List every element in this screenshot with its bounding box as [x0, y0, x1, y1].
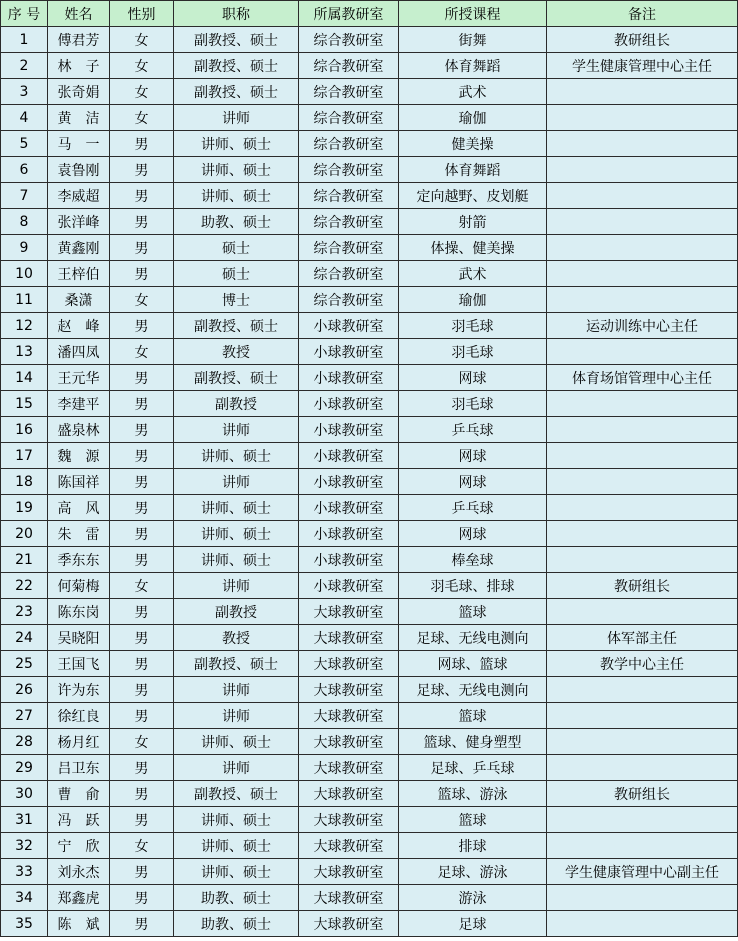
- cell-index: 27: [1, 703, 48, 729]
- cell-department: 大球教研室: [299, 859, 399, 885]
- cell-department: 小球教研室: [299, 313, 399, 339]
- table-row: [1, 443, 738, 469]
- header-remarks: 备注: [547, 1, 738, 27]
- cell-courses: 体育舞蹈: [399, 53, 547, 79]
- cell-courses: 网球、篮球: [399, 651, 547, 677]
- cell-courses: 足球、乒乓球: [399, 755, 547, 781]
- cell-courses: 羽毛球、排球: [399, 573, 547, 599]
- cell-department: 综合教研室: [299, 209, 399, 235]
- table-row: [1, 599, 738, 625]
- cell-courses: 体育舞蹈: [399, 157, 547, 183]
- cell-department: 综合教研室: [299, 235, 399, 261]
- cell-index: 5: [1, 131, 48, 157]
- cell-index: 24: [1, 625, 48, 651]
- cell-gender: 男: [110, 417, 174, 443]
- cell-courses: 网球: [399, 521, 547, 547]
- table-row: [1, 677, 738, 703]
- header-name: 姓名: [48, 1, 110, 27]
- cell-remarks: [547, 703, 738, 729]
- cell-index: 35: [1, 911, 48, 937]
- cell-gender: 男: [110, 677, 174, 703]
- table-row: [1, 469, 738, 495]
- cell-courses: 体操、健美操: [399, 235, 547, 261]
- cell-title: 副教授、硕士: [174, 27, 299, 53]
- table-row: [1, 105, 738, 131]
- cell-remarks: [547, 755, 738, 781]
- table-row: [1, 209, 738, 235]
- cell-department: 大球教研室: [299, 729, 399, 755]
- cell-name: 李建平: [48, 391, 110, 417]
- table-row: [1, 729, 738, 755]
- cell-name: 刘永杰: [48, 859, 110, 885]
- cell-department: 大球教研室: [299, 755, 399, 781]
- table-row: [1, 859, 738, 885]
- cell-department: 大球教研室: [299, 625, 399, 651]
- cell-index: 3: [1, 79, 48, 105]
- cell-courses: 篮球: [399, 703, 547, 729]
- cell-name: 林 子: [48, 53, 110, 79]
- cell-name: 许为东: [48, 677, 110, 703]
- cell-name: 吕卫东: [48, 755, 110, 781]
- table-row: [1, 287, 738, 313]
- cell-remarks: [547, 287, 738, 313]
- cell-courses: 排球: [399, 833, 547, 859]
- cell-remarks: [547, 807, 738, 833]
- cell-courses: 足球、游泳: [399, 859, 547, 885]
- cell-courses: 足球: [399, 911, 547, 937]
- cell-gender: 男: [110, 209, 174, 235]
- cell-department: 大球教研室: [299, 807, 399, 833]
- table-row: [1, 885, 738, 911]
- cell-department: 大球教研室: [299, 599, 399, 625]
- cell-index: 25: [1, 651, 48, 677]
- cell-department: 小球教研室: [299, 365, 399, 391]
- cell-title: 讲师: [174, 677, 299, 703]
- cell-courses: 健美操: [399, 131, 547, 157]
- cell-name: 朱 雷: [48, 521, 110, 547]
- table-row: [1, 625, 738, 651]
- cell-gender: 男: [110, 391, 174, 417]
- cell-index: 8: [1, 209, 48, 235]
- cell-courses: 篮球、健身塑型: [399, 729, 547, 755]
- cell-title: 讲师: [174, 703, 299, 729]
- cell-title: 讲师: [174, 417, 299, 443]
- cell-remarks: 教研组长: [547, 573, 738, 599]
- cell-title: 讲师、硕士: [174, 443, 299, 469]
- cell-courses: 羽毛球: [399, 313, 547, 339]
- cell-name: 黄 洁: [48, 105, 110, 131]
- cell-index: 7: [1, 183, 48, 209]
- cell-gender: 男: [110, 495, 174, 521]
- table-row: [1, 365, 738, 391]
- cell-remarks: [547, 599, 738, 625]
- cell-gender: 男: [110, 703, 174, 729]
- cell-department: 大球教研室: [299, 781, 399, 807]
- cell-index: 26: [1, 677, 48, 703]
- cell-title: 副教授、硕士: [174, 781, 299, 807]
- table-header-row: [1, 1, 738, 27]
- cell-name: 宁 欣: [48, 833, 110, 859]
- cell-remarks: [547, 391, 738, 417]
- cell-gender: 女: [110, 53, 174, 79]
- cell-index: 20: [1, 521, 48, 547]
- cell-department: 综合教研室: [299, 79, 399, 105]
- table-row: [1, 261, 738, 287]
- cell-gender: 女: [110, 287, 174, 313]
- cell-courses: 瑜伽: [399, 105, 547, 131]
- cell-name: 郑鑫虎: [48, 885, 110, 911]
- cell-title: 讲师、硕士: [174, 495, 299, 521]
- cell-title: 助教、硕士: [174, 911, 299, 937]
- cell-department: 小球教研室: [299, 339, 399, 365]
- cell-title: 副教授: [174, 599, 299, 625]
- cell-name: 王国飞: [48, 651, 110, 677]
- cell-courses: 武术: [399, 261, 547, 287]
- cell-name: 马 一: [48, 131, 110, 157]
- cell-gender: 男: [110, 365, 174, 391]
- cell-index: 13: [1, 339, 48, 365]
- cell-index: 30: [1, 781, 48, 807]
- cell-gender: 男: [110, 235, 174, 261]
- cell-remarks: [547, 209, 738, 235]
- cell-index: 34: [1, 885, 48, 911]
- cell-title: 讲师、硕士: [174, 807, 299, 833]
- cell-name: 陈国祥: [48, 469, 110, 495]
- cell-index: 6: [1, 157, 48, 183]
- cell-title: 博士: [174, 287, 299, 313]
- cell-name: 杨月红: [48, 729, 110, 755]
- cell-gender: 男: [110, 885, 174, 911]
- table-body: [1, 27, 738, 937]
- cell-name: 袁鲁刚: [48, 157, 110, 183]
- cell-department: 小球教研室: [299, 573, 399, 599]
- table-row: [1, 235, 738, 261]
- cell-index: 31: [1, 807, 48, 833]
- cell-gender: 男: [110, 547, 174, 573]
- cell-title: 副教授: [174, 391, 299, 417]
- table-row: [1, 833, 738, 859]
- cell-department: 大球教研室: [299, 651, 399, 677]
- cell-title: 副教授、硕士: [174, 313, 299, 339]
- table-row: [1, 313, 738, 339]
- cell-index: 17: [1, 443, 48, 469]
- table-row: [1, 53, 738, 79]
- table-row: [1, 703, 738, 729]
- cell-title: 讲师、硕士: [174, 729, 299, 755]
- cell-title: 讲师、硕士: [174, 157, 299, 183]
- cell-department: 小球教研室: [299, 417, 399, 443]
- cell-department: 大球教研室: [299, 833, 399, 859]
- cell-gender: 男: [110, 183, 174, 209]
- cell-index: 4: [1, 105, 48, 131]
- table-row: [1, 339, 738, 365]
- cell-name: 傅君芳: [48, 27, 110, 53]
- cell-gender: 男: [110, 651, 174, 677]
- cell-name: 高 风: [48, 495, 110, 521]
- cell-department: 综合教研室: [299, 287, 399, 313]
- cell-courses: 篮球: [399, 807, 547, 833]
- cell-remarks: 教研组长: [547, 781, 738, 807]
- cell-title: 硕士: [174, 261, 299, 287]
- table-row: [1, 573, 738, 599]
- cell-title: 讲师: [174, 105, 299, 131]
- cell-courses: 羽毛球: [399, 339, 547, 365]
- cell-gender: 男: [110, 313, 174, 339]
- cell-title: 助教、硕士: [174, 885, 299, 911]
- cell-title: 教授: [174, 625, 299, 651]
- cell-remarks: [547, 131, 738, 157]
- table-row: [1, 391, 738, 417]
- cell-courses: 棒垒球: [399, 547, 547, 573]
- cell-index: 29: [1, 755, 48, 781]
- table-row: [1, 807, 738, 833]
- cell-remarks: 体军部主任: [547, 625, 738, 651]
- cell-department: 综合教研室: [299, 53, 399, 79]
- cell-title: 讲师、硕士: [174, 183, 299, 209]
- cell-gender: 女: [110, 339, 174, 365]
- cell-remarks: [547, 885, 738, 911]
- header-title: 职称: [174, 1, 299, 27]
- cell-name: 赵 峰: [48, 313, 110, 339]
- cell-index: 10: [1, 261, 48, 287]
- cell-index: 33: [1, 859, 48, 885]
- cell-name: 冯 跃: [48, 807, 110, 833]
- cell-remarks: [547, 521, 738, 547]
- cell-department: 综合教研室: [299, 261, 399, 287]
- cell-remarks: 教研组长: [547, 27, 738, 53]
- cell-remarks: [547, 729, 738, 755]
- table-row: [1, 495, 738, 521]
- cell-remarks: [547, 911, 738, 937]
- cell-index: 2: [1, 53, 48, 79]
- cell-remarks: [547, 235, 738, 261]
- table-row: [1, 755, 738, 781]
- cell-remarks: 学生健康管理中心副主任: [547, 859, 738, 885]
- cell-gender: 女: [110, 833, 174, 859]
- table-row: [1, 547, 738, 573]
- cell-remarks: 体育场馆管理中心主任: [547, 365, 738, 391]
- cell-name: 张洋峰: [48, 209, 110, 235]
- cell-courses: 网球: [399, 365, 547, 391]
- cell-department: 小球教研室: [299, 469, 399, 495]
- cell-index: 12: [1, 313, 48, 339]
- cell-remarks: [547, 833, 738, 859]
- cell-title: 讲师、硕士: [174, 521, 299, 547]
- cell-remarks: 学生健康管理中心主任: [547, 53, 738, 79]
- cell-remarks: [547, 495, 738, 521]
- cell-remarks: [547, 547, 738, 573]
- cell-title: 讲师、硕士: [174, 131, 299, 157]
- cell-gender: 女: [110, 27, 174, 53]
- cell-gender: 男: [110, 625, 174, 651]
- cell-remarks: 运动训练中心主任: [547, 313, 738, 339]
- cell-index: 11: [1, 287, 48, 313]
- cell-department: 综合教研室: [299, 27, 399, 53]
- cell-index: 9: [1, 235, 48, 261]
- cell-index: 28: [1, 729, 48, 755]
- cell-index: 32: [1, 833, 48, 859]
- cell-department: 大球教研室: [299, 703, 399, 729]
- cell-index: 14: [1, 365, 48, 391]
- cell-courses: 足球、无线电测向: [399, 625, 547, 651]
- cell-name: 曹 俞: [48, 781, 110, 807]
- cell-name: 王元华: [48, 365, 110, 391]
- cell-index: 15: [1, 391, 48, 417]
- table-row: [1, 651, 738, 677]
- cell-gender: 女: [110, 79, 174, 105]
- table-row: [1, 27, 738, 53]
- cell-title: 副教授、硕士: [174, 365, 299, 391]
- cell-courses: 网球: [399, 443, 547, 469]
- cell-name: 吴晓阳: [48, 625, 110, 651]
- cell-remarks: 教学中心主任: [547, 651, 738, 677]
- cell-name: 魏 源: [48, 443, 110, 469]
- cell-name: 陈东岗: [48, 599, 110, 625]
- cell-name: 徐红良: [48, 703, 110, 729]
- cell-index: 16: [1, 417, 48, 443]
- cell-title: 副教授、硕士: [174, 79, 299, 105]
- cell-gender: 男: [110, 443, 174, 469]
- cell-department: 综合教研室: [299, 157, 399, 183]
- cell-courses: 射箭: [399, 209, 547, 235]
- cell-index: 22: [1, 573, 48, 599]
- cell-title: 硕士: [174, 235, 299, 261]
- cell-department: 大球教研室: [299, 885, 399, 911]
- cell-gender: 男: [110, 521, 174, 547]
- cell-title: 助教、硕士: [174, 209, 299, 235]
- cell-gender: 女: [110, 729, 174, 755]
- cell-name: 何菊梅: [48, 573, 110, 599]
- cell-gender: 男: [110, 157, 174, 183]
- table-row: [1, 157, 738, 183]
- cell-title: 副教授、硕士: [174, 53, 299, 79]
- cell-index: 19: [1, 495, 48, 521]
- table-row: [1, 79, 738, 105]
- cell-remarks: [547, 183, 738, 209]
- table-row: [1, 911, 738, 937]
- cell-gender: 男: [110, 781, 174, 807]
- cell-title: 讲师: [174, 755, 299, 781]
- cell-index: 18: [1, 469, 48, 495]
- cell-department: 小球教研室: [299, 495, 399, 521]
- cell-remarks: [547, 677, 738, 703]
- cell-courses: 乒乓球: [399, 417, 547, 443]
- cell-title: 讲师: [174, 469, 299, 495]
- cell-title: 教授: [174, 339, 299, 365]
- cell-gender: 男: [110, 755, 174, 781]
- cell-gender: 男: [110, 261, 174, 287]
- table-row: [1, 521, 738, 547]
- cell-remarks: [547, 157, 738, 183]
- cell-department: 大球教研室: [299, 911, 399, 937]
- cell-remarks: [547, 443, 738, 469]
- cell-gender: 男: [110, 859, 174, 885]
- cell-index: 23: [1, 599, 48, 625]
- cell-department: 综合教研室: [299, 183, 399, 209]
- cell-department: 小球教研室: [299, 521, 399, 547]
- cell-gender: 女: [110, 105, 174, 131]
- cell-name: 陈 斌: [48, 911, 110, 937]
- cell-name: 桑潇: [48, 287, 110, 313]
- cell-courses: 羽毛球: [399, 391, 547, 417]
- cell-courses: 篮球: [399, 599, 547, 625]
- cell-remarks: [547, 261, 738, 287]
- cell-courses: 网球: [399, 469, 547, 495]
- cell-gender: 男: [110, 131, 174, 157]
- header-department: 所属教研室: [299, 1, 399, 27]
- cell-title: 讲师: [174, 573, 299, 599]
- header-gender: 性别: [110, 1, 174, 27]
- cell-name: 王梓伯: [48, 261, 110, 287]
- cell-title: 讲师、硕士: [174, 859, 299, 885]
- header-index: 序 号: [1, 1, 48, 27]
- cell-name: 季东东: [48, 547, 110, 573]
- cell-department: 小球教研室: [299, 547, 399, 573]
- cell-name: 张奇娟: [48, 79, 110, 105]
- cell-index: 1: [1, 27, 48, 53]
- table-row: [1, 183, 738, 209]
- cell-name: 李威超: [48, 183, 110, 209]
- cell-name: 黄鑫刚: [48, 235, 110, 261]
- cell-courses: 定向越野、皮划艇: [399, 183, 547, 209]
- cell-gender: 男: [110, 469, 174, 495]
- cell-remarks: [547, 79, 738, 105]
- cell-remarks: [547, 105, 738, 131]
- cell-department: 小球教研室: [299, 391, 399, 417]
- cell-courses: 瑜伽: [399, 287, 547, 313]
- cell-title: 副教授、硕士: [174, 651, 299, 677]
- cell-courses: 武术: [399, 79, 547, 105]
- cell-remarks: [547, 417, 738, 443]
- cell-title: 讲师、硕士: [174, 547, 299, 573]
- cell-remarks: [547, 469, 738, 495]
- cell-department: 大球教研室: [299, 677, 399, 703]
- cell-courses: 街舞: [399, 27, 547, 53]
- cell-gender: 男: [110, 807, 174, 833]
- cell-gender: 男: [110, 599, 174, 625]
- cell-title: 讲师、硕士: [174, 833, 299, 859]
- cell-name: 盛泉林: [48, 417, 110, 443]
- cell-name: 潘四凤: [48, 339, 110, 365]
- cell-department: 综合教研室: [299, 105, 399, 131]
- table-row: [1, 417, 738, 443]
- cell-department: 综合教研室: [299, 131, 399, 157]
- cell-department: 小球教研室: [299, 443, 399, 469]
- table-row: [1, 781, 738, 807]
- cell-courses: 游泳: [399, 885, 547, 911]
- cell-courses: 篮球、游泳: [399, 781, 547, 807]
- cell-gender: 男: [110, 911, 174, 937]
- header-courses: 所授课程: [399, 1, 547, 27]
- table-row: [1, 131, 738, 157]
- cell-index: 21: [1, 547, 48, 573]
- cell-courses: 足球、无线电测向: [399, 677, 547, 703]
- cell-gender: 女: [110, 573, 174, 599]
- cell-remarks: [547, 339, 738, 365]
- cell-courses: 乒乓球: [399, 495, 547, 521]
